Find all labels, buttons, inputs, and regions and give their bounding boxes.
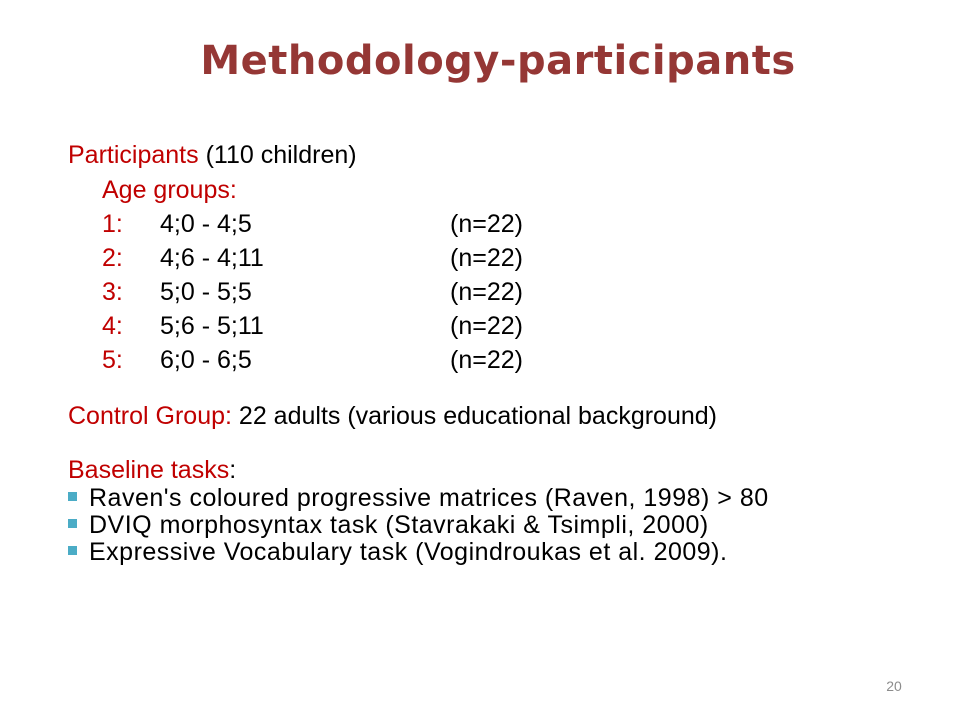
age-group-row (102, 278, 523, 307)
age-group-range: 5;6 - 5;11 (160, 312, 264, 340)
participants-value: (110 children) (205, 141, 357, 169)
age-group-range: 6;0 - 6;5 (160, 346, 252, 374)
age-groups-label: Age groups: (102, 176, 237, 204)
age-group-range: 4;0 - 4;5 (160, 210, 252, 238)
age-group-number: 3: (102, 278, 123, 306)
baseline-task-item (68, 538, 727, 567)
age-group-count: (n=22) (450, 210, 523, 238)
control-group-value: 22 adults (various educational background) (238, 402, 717, 430)
square-bullet-icon (68, 546, 77, 555)
age-group-row (102, 210, 523, 239)
age-group-number: 5: (102, 346, 123, 374)
baseline-tasks-heading (68, 456, 236, 485)
square-bullet-icon (68, 519, 77, 528)
participants-label: Participants (68, 141, 199, 169)
age-group-row (102, 312, 523, 341)
baseline-tasks-colon: : (229, 456, 237, 484)
age-group-range: 4;6 - 4;11 (160, 244, 264, 272)
baseline-task-text: DVIQ morphosyntax task (Stavrakaki & Tsimpli, 2000) (89, 511, 709, 539)
age-group-number: 2: (102, 244, 123, 272)
age-group-range: 5;0 - 5;5 (160, 278, 252, 306)
control-group-label: Control Group: (68, 402, 232, 430)
baseline-tasks-label: Baseline tasks (68, 456, 230, 484)
age-group-row (102, 346, 523, 375)
age-group-count: (n=22) (450, 346, 523, 374)
slide-title: Methodology-participants (200, 38, 796, 84)
square-bullet-icon (68, 492, 77, 501)
age-group-count: (n=22) (450, 312, 523, 340)
page-number: 20 (886, 678, 902, 694)
control-group-line (68, 402, 717, 431)
baseline-task-item (68, 484, 769, 513)
participants-line (68, 141, 357, 170)
age-group-number: 1: (102, 210, 123, 238)
baseline-task-text: Expressive Vocabulary task (Vogindroukas et al. 2009). (89, 538, 728, 566)
age-group-count: (n=22) (450, 244, 523, 272)
baseline-task-item (68, 511, 709, 540)
baseline-task-text: Raven's coloured progressive matrices (Raven, 1998) > 80 (89, 484, 769, 512)
age-group-row (102, 244, 523, 273)
age-group-number: 4: (102, 312, 123, 340)
age-group-count: (n=22) (450, 278, 523, 306)
